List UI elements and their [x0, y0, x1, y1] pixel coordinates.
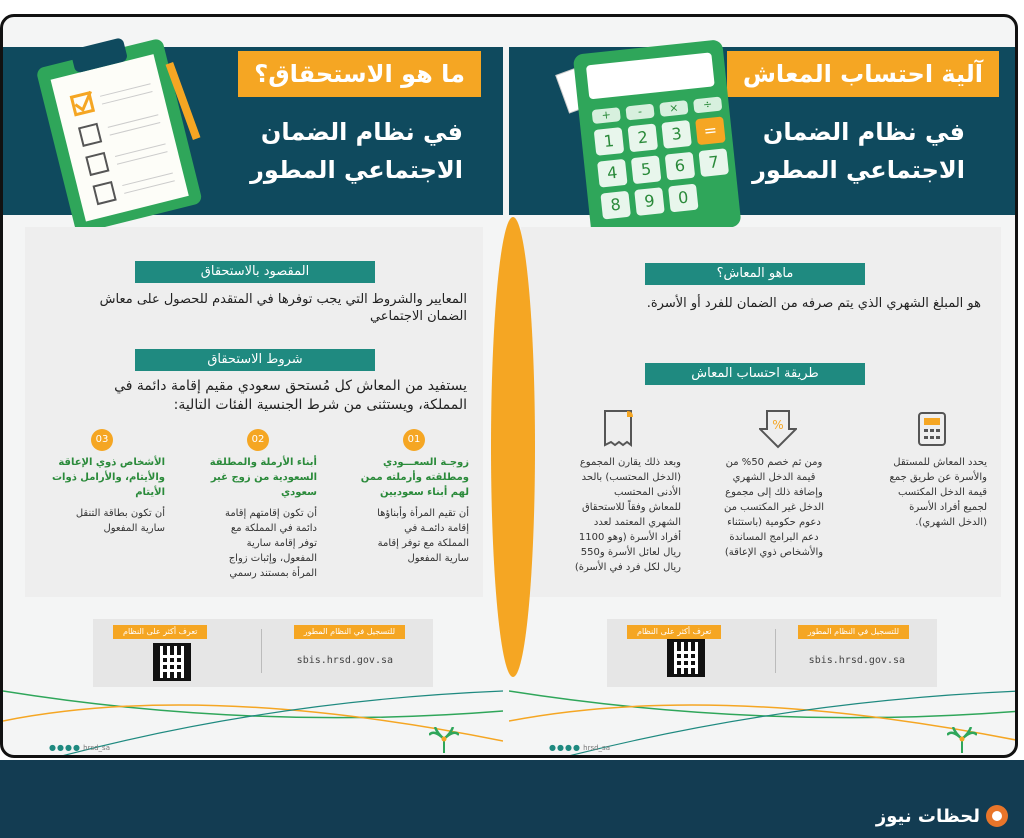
social-icons: ●●●● — [49, 743, 81, 752]
calculator-key: 9 — [634, 187, 665, 216]
svg-text:%: % — [772, 418, 784, 432]
calculator-key: 1 — [594, 127, 625, 156]
calculator-key: 4 — [597, 159, 628, 188]
system-url[interactable]: sbis.hrsd.gov.sa — [808, 655, 905, 666]
learn-more-pill: تعرف أكثر على النظام — [627, 625, 721, 639]
calculator-icon — [553, 39, 743, 239]
pension-subtitle — [752, 113, 965, 189]
calculator-key: 0 — [668, 184, 699, 213]
column-number-2: 02 — [247, 429, 269, 451]
calculator-key: + — [592, 107, 621, 124]
section-conditions-title: شروط الاستحقاق — [135, 349, 375, 371]
calculator-key: 6 — [665, 152, 696, 181]
calculator-key: - — [625, 104, 654, 121]
subtitle-line-1: في نظام الضمان — [762, 118, 965, 146]
category-spouse: زوجـة السعـــودي ومطلقته وأرملته ممن لهم أبناء سعوديين أن تقيم المرأة وأبناؤها إقامة دائمـة في المملكة مع توفر إقامة سارية المفعول — [360, 457, 469, 564]
calculator-key: × — [659, 100, 688, 117]
column-number-1: 01 — [403, 429, 425, 451]
section-method-title: طريقة احتساب المعاش — [645, 363, 865, 385]
method-step-1: يحدد المعاش للمستقل والأسرة عن طريق جمع قيمة الدخل المكتسب لجميع أفراد الأسرة (الدخل الشهري). — [889, 457, 987, 528]
eligibility-panel — [3, 17, 503, 758]
category-widow-children: أبناء الأرملة والمطلقة السعودية من زوج غير سعودي أن تكون إقامتهم إقامة دائمة في المملكة مع توفر إقامة سارية المفعول، وإثبات زواج المرأة بمستند رسمي — [209, 457, 317, 579]
register-pill: للتسجيل في النظام المطور — [798, 625, 909, 639]
calculator-keypad — [592, 97, 733, 220]
register-pill: للتسجيل في النظام المطور — [294, 625, 405, 639]
section-definition-title: المقصود بالاستحقاق — [135, 261, 375, 283]
subtitle-line-2: الاجتماعي المطور — [752, 156, 965, 184]
bottom-bar — [0, 760, 1024, 838]
social-icons: ●●●● — [549, 743, 581, 752]
subtitle-line-1: في نظام الضمان — [260, 118, 463, 146]
method-step-3: وبعد ذلك يقارن المجموع (الدخل المحتسب) بالحد الأدنى المحتسب للمعاش وفقاً للاستحقاق الشهري المعتمد لعدد أفراد الأسرة (وهو 1100 ريال لعائل الأسرة و550 ريال لكل فرد في الأسرة) — [574, 457, 681, 573]
orange-oval-divider — [491, 217, 535, 677]
pension-title: آلية احتساب المعاش — [727, 51, 999, 97]
calculator-key: 3 — [661, 120, 692, 149]
clipboard-icon — [33, 31, 203, 231]
subtitle-line-2: الاجتماعي المطور — [250, 156, 463, 184]
social-handles: ●●●● hrsd_sa — [549, 743, 610, 752]
social-handles: ●●●● hrsd_sa — [49, 743, 110, 752]
section-definition-text: المعايير والشروط التي يجب توفرها في المتقدم للحصول على معاش الضمان الاجتماعي — [99, 292, 467, 324]
calculator-key: ÷ — [693, 97, 722, 114]
calculator-small-icon — [917, 411, 947, 447]
brand-icon — [986, 805, 1008, 827]
palm-logo-icon — [947, 727, 977, 753]
calculator-key: 7 — [698, 148, 729, 177]
calculator-key: 5 — [631, 155, 662, 184]
section-what-title: ماهو المعاش؟ — [645, 263, 865, 285]
learn-more-pill: تعرف أكثر على النظام — [113, 625, 207, 639]
pension-card — [521, 227, 1001, 597]
eligibility-title: ما هو الاستحقاق؟ — [238, 51, 481, 97]
eligibility-card — [25, 227, 483, 597]
section-conditions-text: يستفيد من المعاش كل مُستحق سعودي مقيم إقامة دائمة في المملكة، ويستثنى من شرط الجنسية الفئات التالية: — [114, 378, 467, 413]
system-url[interactable]: sbis.hrsd.gov.sa — [296, 655, 393, 666]
section-what-text: هو المبلغ الشهري الذي يتم صرفه من الضمان للفرد أو الأسرة. — [646, 296, 981, 311]
percent-arrow-icon — [759, 409, 797, 449]
calculator-key: 2 — [628, 124, 659, 153]
palm-logo-icon — [429, 727, 459, 753]
receipt-icon — [601, 409, 637, 449]
category-disabled-orphans: الأشخاص ذوي الإعاقة والأيتام، والأرامل ذوات الأيتام أن تكون بطاقة التنقل سارية المفعول — [52, 457, 165, 534]
calculator-key: 8 — [600, 191, 631, 220]
method-step-2: ومن ثم خصم 50% من قيمة الدخل الشهري وإضافة ذلك إلى مجموع الدخل غير المكتسب من دعوم حكومية (باستثناء دعم البرامج المساندة والأشخاص ذوي الإعاقة) — [724, 457, 824, 558]
footer-divider — [775, 629, 776, 673]
brand-logo — [876, 805, 1008, 827]
footer-divider — [261, 629, 262, 673]
brand-name: لحظات نيوز — [875, 805, 980, 827]
pension-panel — [509, 17, 1018, 758]
eligibility-subtitle — [250, 113, 463, 189]
calculator-key: = — [695, 116, 726, 145]
document-frame — [0, 14, 1018, 758]
column-number-3: 03 — [91, 429, 113, 451]
